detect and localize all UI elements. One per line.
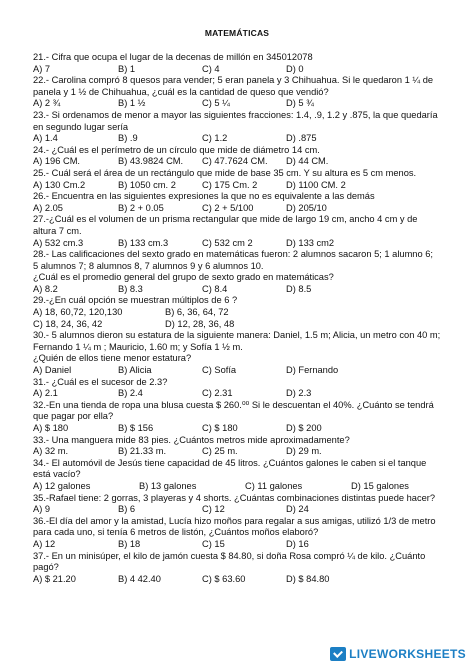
answer-option: B) 1 [118, 63, 136, 74]
answer-option: C) 12 [202, 504, 225, 515]
answer-option: C) 2.31 [202, 388, 233, 399]
answer-options-row [33, 481, 453, 493]
question-text-line: 21.- Cifra que ocupa el lugar de la decenas de millón en 345012078 [33, 52, 313, 62]
answer-option: A) 2 ¾ [33, 98, 61, 109]
answer-options-row [33, 133, 453, 145]
answer-options-row [33, 98, 453, 110]
answer-option: D) 1100 CM. 2 [286, 179, 346, 190]
answer-options-row [33, 307, 453, 319]
answer-option: A) 12 [33, 538, 56, 549]
answer-option: D) .875 [286, 133, 317, 144]
answer-option: D) $ 200 [286, 423, 322, 433]
question-text-line: 28.- Las calificaciones del sexto grado en matemáticas fueron: 2 alumnos sacaron 5; 1 alumno 6; [33, 249, 433, 260]
answer-option: D) 0 [286, 63, 304, 74]
answer-option: D) 29 m. [286, 446, 322, 457]
answer-options-row [33, 319, 453, 331]
answer-option: A) 2.1 [33, 388, 58, 399]
question-text-line: 34.- El automóvil de Jesús tiene capacidad de 45 litros. ¿Cuántos galones le caben si el tanque [33, 457, 427, 468]
question-text-line: 5 alumnos 7; 8 alumnos 8, 7 alumnos 9 y 6 alumnos 10. [33, 260, 264, 271]
question-text-line: 24.- ¿Cuál es el perímetro de un círculo que mide de diámetro 14 cm. [33, 144, 320, 155]
question-text-line: 26.- Encuentra en las siguientes expresiones la que no es equivalente a las demás [33, 191, 375, 202]
answer-option: D) Fernando [286, 365, 339, 376]
answer-option: D) 2.3 [286, 388, 312, 399]
answer-option: A) 1.4 [33, 133, 58, 144]
answer-option: D) 15 galones [351, 480, 409, 491]
answer-option: C) 5 ¼ [202, 98, 230, 109]
answer-option: B) Alicia [118, 365, 152, 376]
answer-option: D) 205/10 [286, 202, 327, 213]
question-text-line: 25.- Cuál será el área de un rectángulo que mide de base 35 cm. Y su altura es 5 cm menos. [33, 167, 417, 178]
question-text-line: ¿Quién de ellos tiene menor estatura? [33, 353, 192, 364]
answer-option: A) Daniel [33, 365, 72, 376]
answer-option: A) 532 cm.3 [33, 237, 84, 248]
answer-option: C) 47.7624 CM. [202, 156, 268, 167]
answer-option: B) 18 [118, 538, 141, 549]
question-text-line: altura 7 cm. [33, 225, 82, 236]
answer-option: C) 11 galones [245, 480, 303, 491]
answer-option: B) 1 ½ [118, 98, 146, 109]
answer-option: B) 13 galones [139, 480, 197, 491]
answer-options-row [33, 203, 453, 215]
answer-option: C) 18, 24, 36, 42 [33, 318, 103, 329]
answer-option: A) $ 180 [33, 423, 69, 433]
answer-option: A) 7 [33, 63, 51, 74]
answer-option: D) 16 [286, 538, 309, 549]
answer-option: B) $ 156 [118, 423, 154, 433]
answer-option: A) 8.2 [33, 283, 58, 294]
answer-option: D) 133 cm2 [286, 237, 335, 248]
question-text-line: ¿Cuál es el promedio general del grupo de sexto grado en matemáticas? [33, 272, 334, 283]
answer-option: B) 6, 36, 64, 72 [165, 307, 229, 318]
answer-options-row [33, 388, 453, 400]
answer-option: B) 2.4 [118, 388, 143, 399]
answer-option: C) 8.4 [202, 283, 228, 294]
question-text-line: para cada uno, si tenía 6 metros de listón, ¿Cuántos moños elaboró? [33, 527, 319, 538]
answer-options-row [33, 446, 453, 458]
answer-option: A) 2.05 [33, 202, 63, 213]
question-text-line: 29.-¿En cuál opción se muestran múltiplos de 6 ? [33, 295, 238, 306]
question-text-line: en segundo lugar sería [33, 121, 129, 132]
answer-option: A) 12 galones [33, 480, 91, 491]
answer-options-row [33, 574, 453, 586]
answer-option: C) 175 Cm. 2 [202, 179, 258, 190]
answer-options-row [33, 156, 453, 168]
answer-option: C) 4 [202, 63, 220, 74]
answer-option: C) Sofía [202, 365, 237, 376]
question-text-line: 37.- En un minisúper, el kilo de jamón cuesta $ 84.80, si doña Rosa compró ¼ de kilo. ¿Cuánto [33, 550, 426, 561]
question-text-line: 35.-Rafael tiene: 2 gorras, 3 playeras y 4 shorts. ¿Cuántas combinaciones distintas puede hacer? [33, 492, 436, 503]
answer-option: B) 21.33 m. [118, 446, 167, 457]
answer-option: B) .9 [118, 133, 138, 144]
question-text-line: 27.-¿Cuál es el volumen de un prisma rectangular que mide de largo 19 cm, ancho 4 cm y de [33, 214, 418, 225]
answer-options-row [33, 365, 453, 377]
liveworksheets-logo [330, 645, 466, 663]
answer-option: A) 130 Cm.2 [33, 179, 86, 190]
answer-option: B) 133 cm.3 [118, 237, 169, 248]
answer-options-row [33, 539, 453, 551]
question-text-line: que pagar por ella? [33, 411, 114, 422]
answer-option: C) 15 [202, 538, 225, 549]
answer-option: D) 12, 28, 36, 48 [165, 318, 235, 329]
question-text-line: panela y 1 ½ de Chihuahua, ¿cuál es la cantidad de queso que vendió? [33, 86, 329, 97]
answer-option: A) 9 [33, 504, 51, 515]
answer-option: C) $ 180 [202, 423, 238, 433]
answer-options-row [33, 423, 453, 435]
answer-options-row [33, 64, 453, 76]
question-text-line: pagó? [33, 562, 59, 573]
page-title: MATEMÁTICAS [204, 28, 270, 38]
question-text-line: 31.- ¿Cuál es el sucesor de 2.3? [33, 376, 168, 387]
answer-option: A) 32 m. [33, 446, 69, 457]
answer-option: B) 2 + 0.05 [118, 202, 164, 213]
question-text-line: 33.- Una manguera mide 83 pies. ¿Cuántos metros mide aproximadamente? [33, 434, 350, 445]
answer-option: D) 5 ¾ [286, 98, 314, 109]
answer-option: A) 18, 60,72, 120,130 [33, 307, 123, 318]
liveworksheets-check-icon [330, 647, 346, 661]
answer-options-row [33, 238, 453, 250]
answer-option: A) 196 CM. [33, 156, 81, 167]
answer-options-row [33, 180, 453, 192]
answer-option: C) 1.2 [202, 133, 228, 144]
question-text-line: 23.- Si ordenamos de menor a mayor las siguientes fracciones: 1.4, .9, 1.2 y .875, la que quedaría [33, 109, 438, 120]
answer-option: D) $ 84.80 [286, 573, 330, 584]
question-text-line: 22.- Carolina compró 8 quesos para vender; 5 eran panela y 3 Chihuahua. Si le quedaron 1 ¼ de [33, 75, 434, 86]
question-text-line: 32.-En una tienda de ropa una blusa cuesta $ 260.⁰⁰ Si le descuentan el 40%. ¿Cuánto se tendrá [33, 399, 434, 410]
question-text-line: Fernando 1 ¼ m ; Mauricio, 1.60 m; y Sofía 1 ½ m. [33, 341, 243, 352]
answer-option: B) 1050 cm. 2 [118, 179, 176, 190]
question-list [33, 52, 453, 585]
answer-option: C) $ 63.60 [202, 573, 246, 584]
answer-options-row [33, 504, 453, 516]
answer-option: B) 6 [118, 504, 136, 515]
answer-options-row [33, 284, 453, 296]
answer-option: B) 4 42.40 [118, 573, 161, 584]
question-text-line: 30.- 5 alumnos dieron su estatura de la siguiente manera: Daniel, 1.5 m; Alicia, un metro con 40 m; [33, 330, 441, 341]
answer-option: C) 25 m. [202, 446, 238, 457]
answer-option: C) 2 + 5/100 [202, 202, 254, 213]
answer-option: D) 44 CM. [286, 156, 329, 167]
answer-option: B) 8.3 [118, 283, 143, 294]
question-text-line: 36.-El día del amor y la amistad, Lucía hizo moños para regalar a sus amigas, utilizó 1/3 de metro [33, 515, 436, 526]
answer-option: D) 24 [286, 504, 309, 515]
logo-text: LIVEWORKSHEETS [349, 647, 466, 661]
answer-option: D) 8.5 [286, 283, 312, 294]
answer-option: B) 43.9824 CM. [118, 156, 184, 167]
question-text-line: está vacío? [33, 469, 81, 480]
answer-option: A) $ 21.20 [33, 573, 76, 584]
answer-option: C) 532 cm 2 [202, 237, 253, 248]
